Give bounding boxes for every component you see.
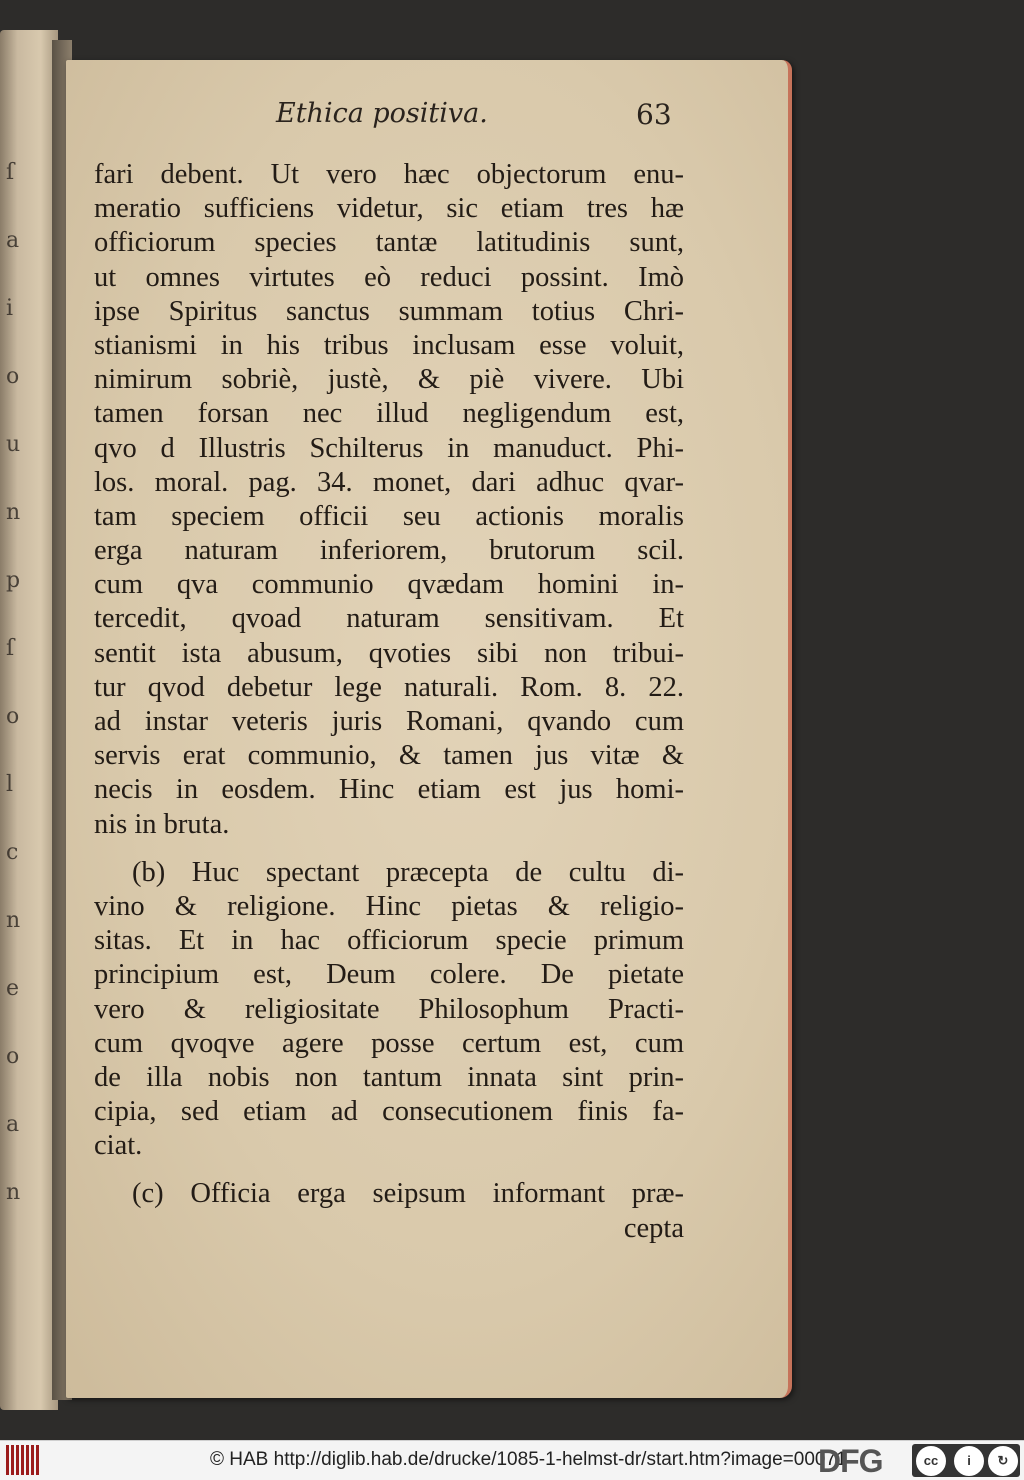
body-text <box>94 158 684 1246</box>
text-line: cum qva communio qvædam homini in- <box>94 569 684 601</box>
text-line: ipse Spiritus sanctus summam totius Chri- <box>94 295 684 327</box>
text-line: ut omnes virtutes eò reduci possint. Imò <box>94 261 684 293</box>
left-page-fragment: n <box>6 500 21 525</box>
text-line: necis in eosdem. Hinc etiam est jus homi- <box>94 774 684 806</box>
by-label: BY <box>964 1468 975 1477</box>
footnote-b-line: cipia, sed etiam ad consecutionem finis fa- <box>94 1096 684 1128</box>
page-header <box>66 98 766 138</box>
left-page-fragment: o <box>6 364 20 389</box>
text-line: stianismi in his tribus inclusam esse voluit, <box>94 329 684 361</box>
left-page-fragment: a <box>6 228 20 253</box>
by-icon: i <box>954 1446 984 1476</box>
copyright-link[interactable]: © HAB http://diglib.hab.de/drucke/1085-1-helmst-dr/start.htm?image=00071 <box>210 1449 847 1470</box>
text-line: tercedit, qvoad naturam sensitivam. Et <box>94 603 684 635</box>
catchword: cepta <box>623 1212 684 1244</box>
left-page-fragment: c <box>6 840 19 865</box>
cc-icon: cc <box>916 1446 946 1476</box>
dfg-logo[interactable]: DFG <box>818 1443 883 1479</box>
left-page-fragment: i <box>6 296 14 321</box>
text-line: qvo d Illustris Schilterus in manuduct. Phi- <box>94 432 684 464</box>
text-line: officiorum species tantæ latitudinis sunt, <box>94 227 684 259</box>
footnote-b-line: vino & religione. Hinc pietas & religio- <box>94 890 684 922</box>
cc-license-badge[interactable] <box>912 1444 1020 1477</box>
viewer-footer <box>0 1440 1024 1480</box>
footnote-b-line: sitas. Et in hac officiorum specie primum <box>94 925 684 957</box>
left-page-fragment: o <box>6 1044 20 1069</box>
footnote-b-line: (b) Huc spectant præcepta de cultu di- <box>132 856 684 888</box>
text-line: nimirum sobriè, justè, & piè vivere. Ubi <box>94 364 684 396</box>
footnote-b-line: cum qvoqve agere posse certum est, cum <box>94 1027 684 1059</box>
left-page-fragment: o <box>6 704 20 729</box>
paragraph-gap <box>94 842 684 856</box>
footnote-b-line: vero & religiositate Philosophum Practi- <box>94 993 684 1025</box>
left-page-fragment: e <box>6 976 20 1001</box>
left-page-fragment: n <box>6 1180 21 1205</box>
left-page-fragment: u <box>6 432 21 457</box>
left-page-fragment: n <box>6 908 21 933</box>
footnote-b-line: principium est, Deum colere. De pietate <box>94 959 684 991</box>
text-line: fari debent. Ut vero hæc objectorum enu- <box>94 159 684 190</box>
text-line: nis in bruta. <box>94 808 230 840</box>
hab-logo-icon[interactable] <box>6 1445 40 1475</box>
left-page-fragment: a <box>6 1112 20 1137</box>
left-page-fragment: ſ <box>6 636 15 661</box>
left-page-fragment: p <box>6 568 21 593</box>
text-line: servis erat communio, & tamen jus vitæ & <box>94 740 684 772</box>
text-line: tamen forsan nec illud negligendum est, <box>94 398 684 430</box>
footnote-b-line: ciat. <box>94 1130 143 1162</box>
footnote-b-line: de illa nobis non tantum innata sint prin- <box>94 1061 684 1093</box>
book-page <box>66 60 792 1398</box>
text-line: sentit ista abusum, qvoties sibi non tribui- <box>94 637 684 669</box>
text-line: meratio sufficiens videtur, sic etiam tres hæ <box>94 193 684 225</box>
footnote-c-line: (c) Officia erga seipsum informant præ- <box>132 1178 684 1210</box>
text-line: erga naturam inferiorem, brutorum scil. <box>94 535 684 567</box>
sa-icon: ↻ <box>988 1446 1018 1476</box>
left-page-fragment: ſ <box>6 160 15 185</box>
paragraph-gap <box>94 1163 684 1177</box>
left-page-fragment: l <box>6 772 14 797</box>
text-line: tam speciem officii seu actionis moralis <box>94 500 684 532</box>
text-line: los. moral. pag. 34. monet, dari adhuc qvar- <box>94 466 684 498</box>
text-line: tur qvod debetur lege naturali. Rom. 8. 22. <box>94 671 684 703</box>
running-title: Ethica positiva. <box>276 98 488 129</box>
page-number: 63 <box>636 98 672 131</box>
left-page-edge <box>0 30 58 1410</box>
sa-label: SA <box>996 1468 1007 1477</box>
text-line: ad instar veteris juris Romani, qvando cum <box>94 706 684 737</box>
